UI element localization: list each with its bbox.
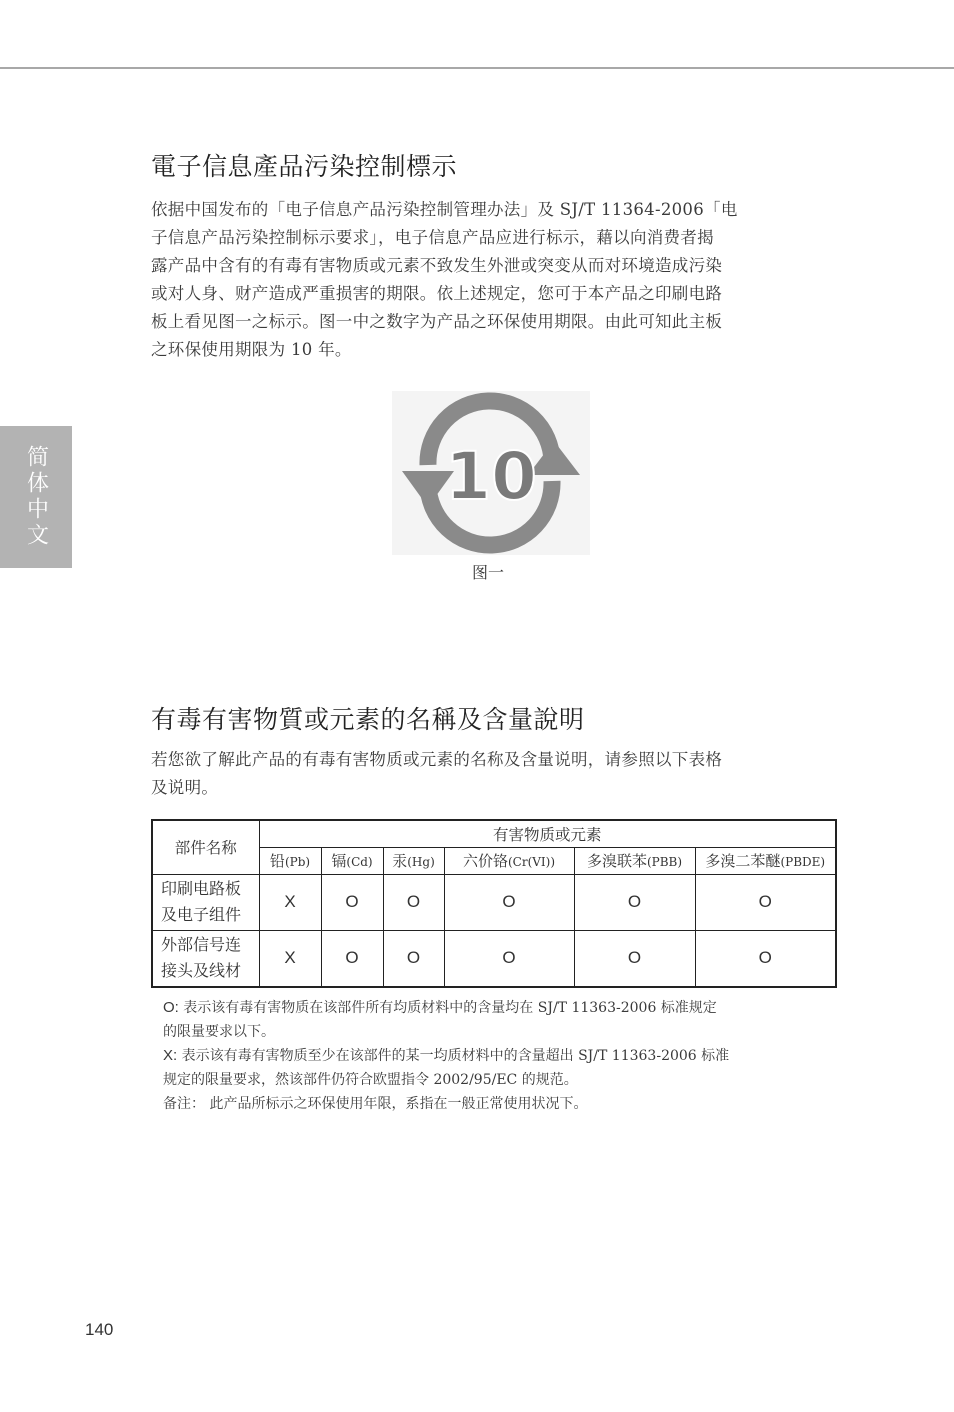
recycle-arrows-icon — [392, 391, 590, 555]
column-header: 多溴二苯醚(PBDE) — [695, 847, 836, 874]
note-x: X: 表示该有毒有害物质至少在该部件的某一均质材料中的含量超出 SJ/T 11363-2006 标准 — [163, 1047, 730, 1064]
table-notes — [163, 996, 823, 1116]
section1-paragraph — [151, 196, 781, 364]
paragraph-line: 露产品中含有的有毒有害物质或元素不致发生外泄或突变从而对环境造成污染 — [151, 256, 723, 275]
paragraph-line: 依据中国发布的「电子信息产品污染控制管理办法」及 SJ/T 11364-2006「电 — [151, 200, 738, 219]
paragraph-line: 板上看见图一之标示。图一中之数字为产品之环保使用期限。由此可知此主板 — [151, 312, 723, 331]
side-tab-label: 简体中文 — [23, 445, 49, 549]
page-number: 140 — [85, 1320, 114, 1339]
table-cell: O — [383, 874, 444, 930]
section2-paragraph — [151, 746, 781, 802]
section1-title: 電子信息產品污染控制標示 — [151, 152, 458, 181]
column-header: 多溴联苯(PBB) — [574, 847, 695, 874]
part-name-cell: 外部信号连 接头及线材 — [152, 930, 259, 987]
table-cell: X — [259, 874, 321, 930]
table-cell: O — [695, 930, 836, 987]
paragraph-line: 之环保使用期限为 10 年。 — [151, 340, 352, 359]
table-cell: O — [574, 874, 695, 930]
column-header: 镉(Cd) — [321, 847, 383, 874]
column-header: 汞(Hg) — [383, 847, 444, 874]
environmental-protection-use-period-logo — [392, 391, 590, 555]
figure-caption: 图一 — [471, 563, 504, 582]
table-row — [152, 930, 836, 987]
part-name-header: 部件名称 — [152, 820, 259, 874]
note-o-cont: 的限量要求以下。 — [163, 1024, 275, 1040]
logo-number: 10 — [445, 438, 537, 515]
column-header: 铅(Pb) — [259, 847, 321, 874]
table-cell: X — [259, 930, 321, 987]
table-cell: O — [321, 874, 383, 930]
paragraph-line: 若您欲了解此产品的有毒有害物质或元素的名称及含量说明，请参照以下表格 — [151, 750, 723, 769]
substance-group-header: 有害物质或元素 — [259, 820, 836, 847]
note-o: O: 表示该有毒有害物质在该部件所有均质材料中的含量均在 SJ/T 11363-2006 标准规定 — [163, 999, 717, 1016]
table-cell: O — [695, 874, 836, 930]
paragraph-line: 或对人身、财产造成严重损害的期限。依上述规定，您可于本产品之印刷电路 — [151, 284, 723, 303]
table-cell: O — [574, 930, 695, 987]
table-row — [152, 874, 836, 930]
note-remark: 备注： 此产品所标示之环保使用年限，系指在一般正常使用状况下。 — [163, 1096, 588, 1112]
note-x-cont: 规定的限量要求，然该部件仍符合欧盟指令 2002/95/EC 的规范。 — [163, 1072, 578, 1088]
table-cell: O — [383, 930, 444, 987]
top-rule — [0, 67, 954, 69]
part-name-cell: 印刷电路板 及电子组件 — [152, 874, 259, 930]
table-cell: O — [444, 930, 574, 987]
table-cell: O — [321, 930, 383, 987]
column-header: 六价铬(Cr(VI)) — [444, 847, 574, 874]
section2-title: 有毒有害物質或元素的名稱及含量說明 — [151, 705, 585, 734]
table-cell: O — [444, 874, 574, 930]
paragraph-line: 及说明。 — [151, 778, 219, 797]
language-side-tab — [0, 426, 72, 568]
hazardous-substance-table — [151, 819, 837, 988]
paragraph-line: 子信息产品污染控制标示要求」，电子信息产品应进行标示，藉以向消费者揭 — [151, 228, 714, 247]
